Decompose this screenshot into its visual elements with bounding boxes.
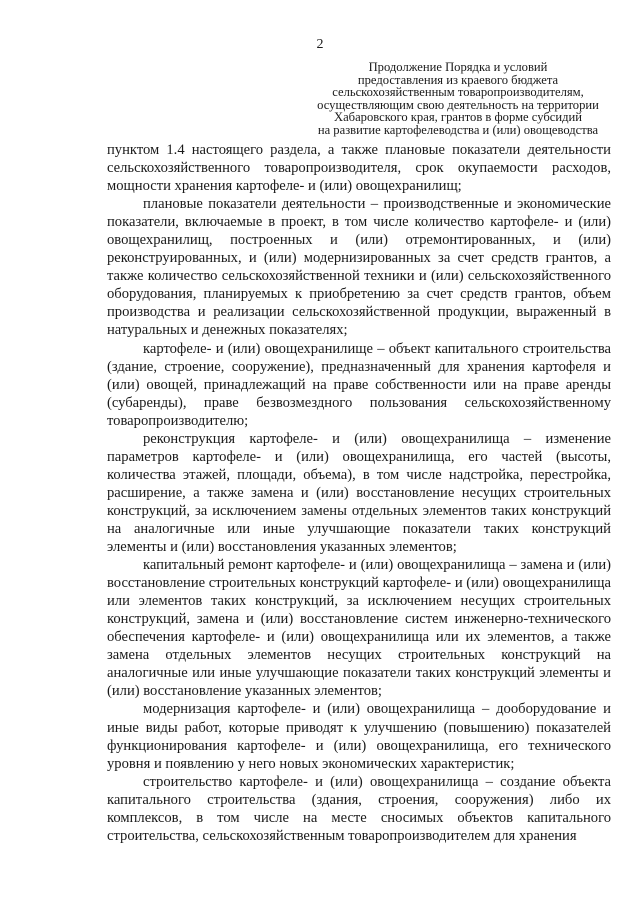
paragraph: модернизация картофеле- и (или) овощехранилища – дооборудование и иные виды работ, которые приводят к улучшению (повышению) показателей функционирования картофеле- и (или) овощехранилища, его технического уровня и появлению у него новых экономических характеристик; <box>107 701 611 772</box>
paragraph: реконструкция картофеле- и (или) овощехранилища – изменение параметров картофеле- и (или) овощехранилища, его частей (высоты, количества этажей, площади, объема), в том числе надстройка, перестройка, расширение, а также замена и (или) восстановление несущих строительных конструкций, за исключением замены отдельных элементов таких конструкций на аналогичные или иные улучшающие показатели таких конструкций элементы и (или) восстановления указанных элементов; <box>107 430 611 556</box>
document-body <box>107 141 611 845</box>
header-line: на развитие картофелеводства и (или) овощеводства <box>317 122 599 137</box>
page-number: 2 <box>316 37 324 52</box>
header-line: Продолжение Порядка и условий <box>368 60 548 74</box>
paragraph: плановые показатели деятельности – производственные и экономические показатели, включаемые в проект, в том числе количество картофеле- и (или) овощехранилищ, построенных и (или) отремонтированных, и (или) реконструированных, и (или) модернизированных за счет средств грантов, а также количество сельскохозяйственной техники и (или) сельскохозяйственного оборудования, планируемых к приобретению за счет средств грантов, объем производства и реализации сельскохозяйственной продукции, выраженный в натуральных и денежных показателях; <box>107 196 611 339</box>
document-header <box>300 61 616 136</box>
header-line: Хабаровского края, грантов в форме субсидий <box>334 110 582 124</box>
paragraph: картофеле- и (или) овощехранилище – объект капитального строительства (здание, строение, сооружение), предназначенный для хранения картофеля и (или) овощей, принадлежащий на праве собственности или на праве аренды (субаренды), праве безвозмездного пользования сельскохозяйственному товаропроизводителю; <box>107 340 611 429</box>
paragraph: капитальный ремонт картофеле- и (или) овощехранилища – замена и (или) восстановление строительных конструкций картофеле- и (или) овощехранилища или элементов таких конструкций, за исключением несущих строительных конструкций, замена и (или) восстановление систем инженерно-технического обеспечения картофеле- и (или) овощехранилища или их элементов, а также замена отдельных элементов несущих строительных конструкций на аналогичные или иные улучшающие показатели таких конструкций элементы и (или) восстановление указанных элементов; <box>107 557 611 700</box>
paragraph: строительство картофеле- и (или) овощехранилища – создание объекта капитального строительства (здания, строения, сооружения) либо их комплексов, в том числе на месте сносимых объектов капитального строительства, сельскохозяйственным товаропроизводителем для хранения <box>107 773 611 844</box>
header-line: осуществляющим свою деятельность на территории <box>317 97 599 112</box>
header-line: сельскохозяйственным товаропроизводителям, <box>332 85 584 99</box>
header-line: предоставления из краевого бюджета <box>357 72 559 87</box>
paragraph: пунктом 1.4 настоящего раздела, а также плановые показатели деятельности сельскохозяйственного товаропроизводителя, срок окупаемости расходов, мощности хранения картофеле- и (или) овощехранилищ; <box>107 142 611 195</box>
